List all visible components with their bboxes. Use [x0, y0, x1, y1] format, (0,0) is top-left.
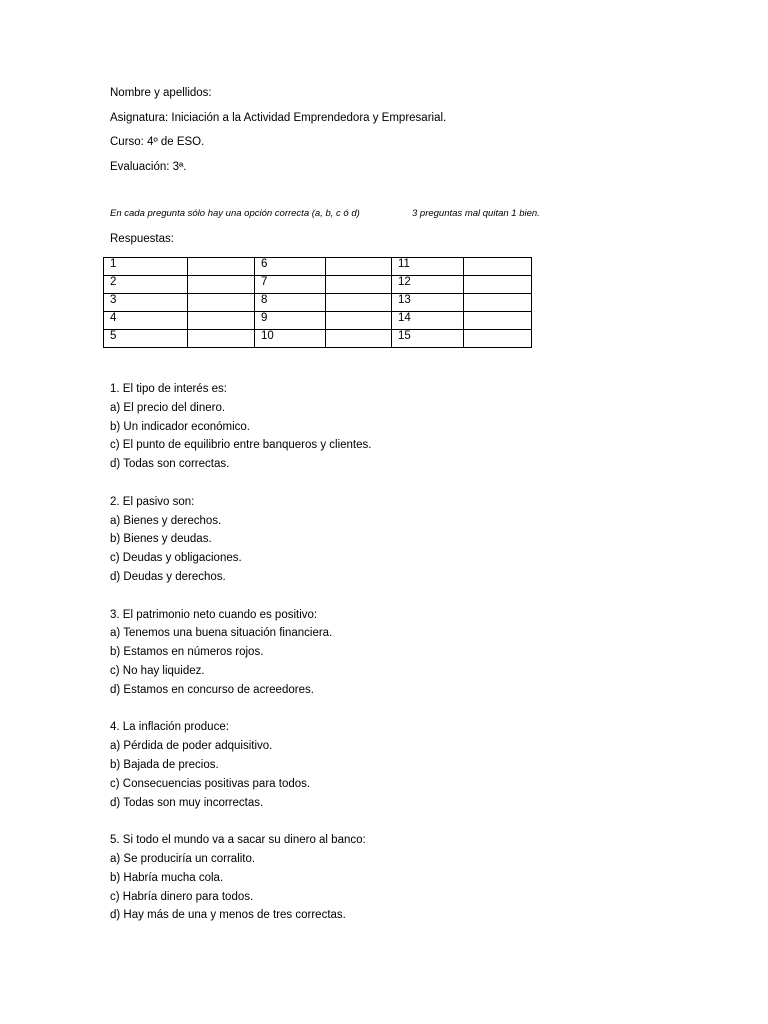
- question-number-cell: 1: [104, 258, 188, 276]
- answer-blank-cell[interactable]: [464, 258, 532, 276]
- answer-option: a) Tenemos una buena situación financiera.: [110, 627, 333, 640]
- answer-blank-cell[interactable]: [326, 330, 392, 348]
- question-spacer: [110, 812, 371, 831]
- instructions-text: En cada pregunta sólo hay una opción correcta (a, b, c ó d): [110, 208, 360, 219]
- answer-option: d) Deudas y derechos.: [110, 570, 226, 583]
- answer-row: [104, 294, 532, 312]
- question-number-cell: 2: [104, 276, 188, 294]
- answer-option: a) El precio del dinero.: [110, 401, 226, 414]
- answer-option: d) Hay más de una y menos de tres correctas.: [110, 909, 346, 922]
- answer-option: a) Bienes y derechos.: [110, 514, 222, 527]
- answer-blank-cell[interactable]: [326, 312, 392, 330]
- answer-blank-cell[interactable]: [464, 276, 532, 294]
- question-spacer: [110, 474, 371, 493]
- question-title: 1. El tipo de interés es:: [110, 383, 227, 395]
- question-number-cell: 8: [255, 294, 326, 312]
- answer-option: b) Bienes y deudas.: [110, 533, 212, 546]
- answer-blank-cell[interactable]: [188, 312, 255, 330]
- question-number-cell: 6: [255, 258, 326, 276]
- answer-option: d) Todas son correctas.: [110, 458, 230, 471]
- question-number-cell: 4: [104, 312, 188, 330]
- answer-option: b) Estamos en números rojos.: [110, 646, 264, 659]
- question-number-cell: 7: [255, 276, 326, 294]
- question-number-cell: 11: [392, 258, 464, 276]
- question-number-cell: 9: [255, 312, 326, 330]
- penalty-note: 3 preguntas mal quitan 1 bien.: [412, 208, 540, 219]
- question-spacer: [110, 587, 371, 606]
- evaluation-line: Evaluación: 3ª.: [110, 161, 187, 173]
- answers-label: Respuestas:: [110, 233, 174, 245]
- answer-option: c) Consecuencias positivas para todos.: [110, 777, 311, 790]
- answer-row: [104, 330, 532, 348]
- answer-option: d) Todas son muy incorrectas.: [110, 796, 264, 809]
- question-number-cell: 3: [104, 294, 188, 312]
- question-title: 4. La inflación produce:: [110, 721, 229, 734]
- answer-option: c) Habría dinero para todos.: [110, 890, 254, 903]
- question-number-cell: 14: [392, 312, 464, 330]
- answer-option: a) Se produciría un corralito.: [110, 852, 256, 865]
- question-number-cell: 12: [392, 276, 464, 294]
- question-title: 5. Si todo el mundo va a sacar su dinero al banco:: [110, 834, 366, 847]
- question-title: 2. El pasivo son:: [110, 495, 195, 508]
- answer-blank-cell[interactable]: [326, 258, 392, 276]
- question-title: 3. El patrimonio neto cuando es positivo:: [110, 608, 318, 621]
- answer-option: c) El punto de equilibrio entre banqueros y clientes.: [110, 439, 372, 452]
- answer-option: b) Habría mucha cola.: [110, 871, 224, 884]
- answer-blank-cell[interactable]: [464, 330, 532, 348]
- answer-blank-cell[interactable]: [464, 294, 532, 312]
- answer-blank-cell[interactable]: [188, 258, 255, 276]
- answer-row: [104, 258, 532, 276]
- answer-option: d) Estamos en concurso de acreedores.: [110, 683, 314, 696]
- answer-option: c) No hay liquidez.: [110, 664, 205, 677]
- answer-blank-cell[interactable]: [188, 276, 255, 294]
- question-number-cell: 13: [392, 294, 464, 312]
- answer-row: [104, 312, 532, 330]
- answer-blank-cell[interactable]: [188, 294, 255, 312]
- answer-blank-cell[interactable]: [326, 276, 392, 294]
- answer-blank-cell[interactable]: [188, 330, 255, 348]
- answer-option: c) Deudas y obligaciones.: [110, 552, 242, 565]
- question-spacer: [110, 700, 371, 719]
- subject-line: Asignatura: Iniciación a la Actividad Emprendedora y Empresarial.: [110, 112, 447, 124]
- answer-blank-cell[interactable]: [326, 294, 392, 312]
- question-number-cell: 15: [392, 330, 464, 348]
- answer-option: a) Pérdida de poder adquisitivo.: [110, 740, 273, 753]
- answer-option: b) Bajada de precios.: [110, 758, 219, 771]
- course-line: Curso: 4º de ESO.: [110, 136, 205, 148]
- answer-row: [104, 276, 532, 294]
- answer-grid: [103, 257, 532, 348]
- answer-blank-cell[interactable]: [464, 312, 532, 330]
- questions-section: [110, 380, 371, 925]
- answer-option: b) Un indicador económico.: [110, 420, 250, 433]
- question-number-cell: 10: [255, 330, 326, 348]
- student-name-label: Nombre y apellidos:: [110, 87, 212, 99]
- question-number-cell: 5: [104, 330, 188, 348]
